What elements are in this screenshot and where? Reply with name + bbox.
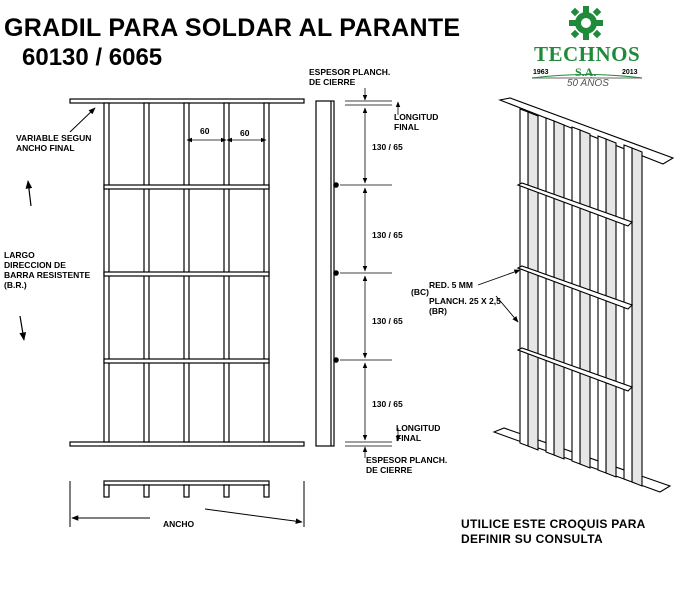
label-red-5mm: RED. 5 MM xyxy=(429,280,473,290)
iso-bearing-bars xyxy=(520,109,642,486)
label-planch: PLANCH. 25 X 2,5 xyxy=(429,296,501,306)
label-ancho: ANCHO xyxy=(163,519,195,529)
isometric-grating xyxy=(494,98,673,492)
label-longitud-top: LONGITUD FINAL xyxy=(394,112,439,132)
spacing-4-value: 130 / 65 xyxy=(372,399,403,409)
logo-year-start: 1963 xyxy=(533,69,549,76)
consultation-note: UTILICE ESTE CROQUIS PARA DEFINIR SU CONSULTA xyxy=(461,517,646,546)
label-br: (BR) xyxy=(429,306,447,316)
label-longitud-bottom: LONGITUD FINAL xyxy=(396,423,441,443)
spacing-right-value: 60 xyxy=(240,128,250,138)
side-view-bar xyxy=(316,101,338,446)
label-espesor-top: ESPESOR PLANCH. DE CIERRE xyxy=(309,67,391,87)
logo-anniversary: 50 AÑOS xyxy=(567,78,609,89)
variable-arrow xyxy=(70,108,95,132)
model-numbers: 60130 / 6065 xyxy=(22,44,163,71)
logo-sa: S.A. xyxy=(575,65,597,79)
spacing-2-value: 130 / 65 xyxy=(372,230,403,240)
front-view-grating xyxy=(70,99,304,446)
label-variable-width: VARIABLE SEGUN ANCHO FINAL xyxy=(16,133,92,153)
logo-name: TECHNOS xyxy=(534,42,641,66)
front-section-view xyxy=(104,481,269,497)
page-title: GRADIL PARA SOLDAR AL PARANTE xyxy=(4,14,461,42)
spacing-left-value: 60 xyxy=(200,126,210,136)
spacing-1-value: 130 / 65 xyxy=(372,142,403,152)
label-espesor-bottom: ESPESOR PLANCH. DE CIERRE xyxy=(366,455,448,475)
spacing-3-value: 130 / 65 xyxy=(372,316,403,326)
label-largo: LARGO DIRECCION DE BARRA RESISTENTE (B.R.) xyxy=(4,250,91,290)
label-bc: (BC) xyxy=(411,287,429,297)
logo-year-end: 2013 xyxy=(622,69,638,76)
